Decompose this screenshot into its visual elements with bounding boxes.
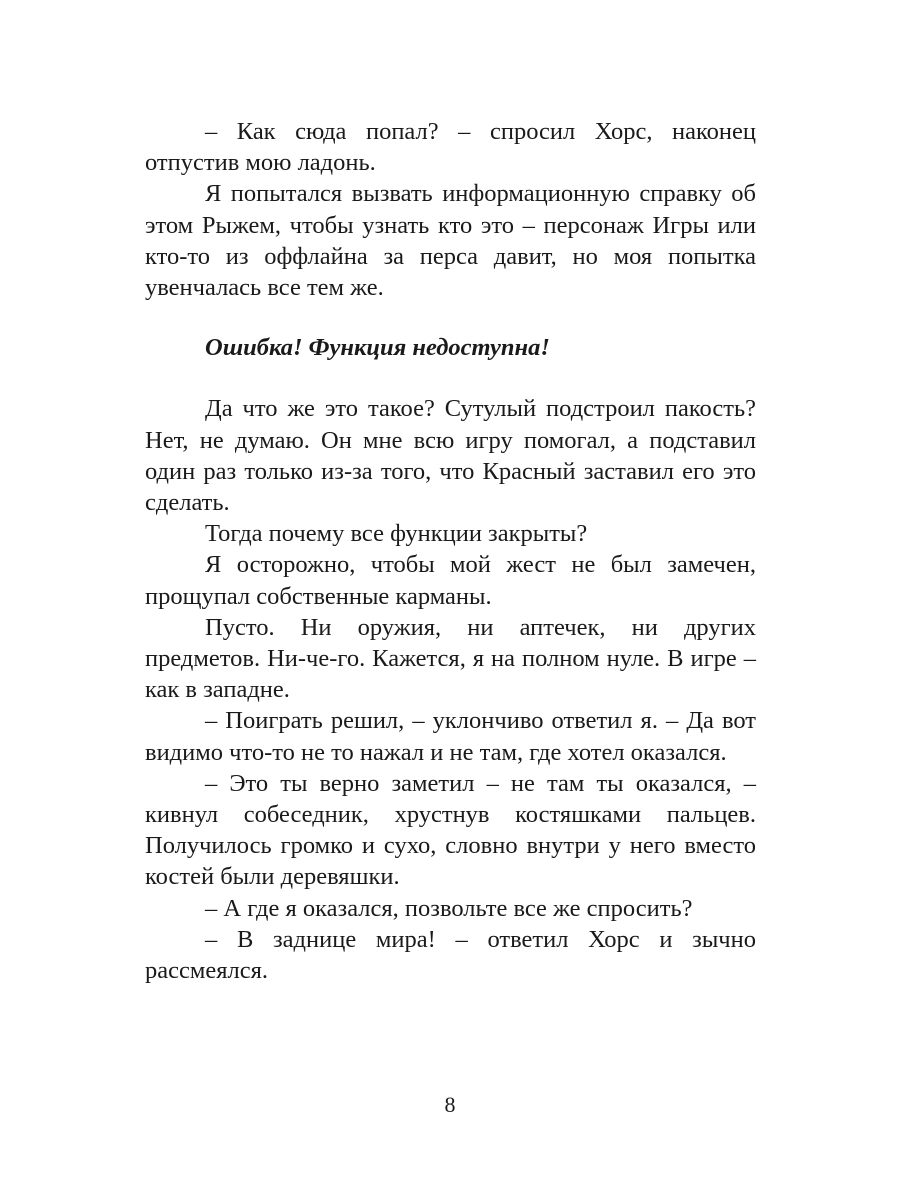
paragraph: Я осторожно, чтобы мой жест не был замечен, прощупал собственные карманы. bbox=[145, 551, 756, 610]
paragraph: – Это ты верно заметил – не там ты оказался, – кивнул собеседник, хрустнув костяшками пальцев. Получилось громко и сухо, словно внутри у него вместо костей были деревяшки. bbox=[145, 769, 756, 891]
paragraph: Да что же это такое? Сутулый подстроил пакость? Нет, не думаю. Он мне всю игру помогал, а подставил один раз только из-за того, что Красный заставил его это сделать. bbox=[145, 395, 756, 517]
paragraph: Пусто. Ни оружия, ни аптечек, ни других предметов. Ни-че-го. Кажется, я на полном нуле. В игре – как в западне. bbox=[145, 613, 756, 704]
paragraph: – В заднице мира! – ответил Хорс и зычно рассмеялся. bbox=[145, 925, 756, 985]
system-message: Ошибка! Функция недоступна! bbox=[205, 334, 550, 362]
page-body bbox=[145, 116, 756, 986]
paragraph: Тогда почему все функции закрыты? bbox=[205, 520, 588, 548]
paragraph: – Поиграть решил, – уклончиво ответил я. – Да вот видимо что-то не то нажал и не там, где хотел оказался. bbox=[145, 707, 756, 766]
paragraph: Я попытался вызвать информационную справку об этом Рыжем, чтобы узнать кто это – персонаж Игры или кто-то из оффлайна за перса давит, но моя попытка увенчалась все тем же. bbox=[145, 180, 756, 302]
paragraph: – А где я оказался, позвольте все же спросить? bbox=[205, 894, 693, 922]
paragraph: – Как сюда попал? – спросил Хорс, наконец отпустив мою ладонь. bbox=[145, 118, 756, 177]
page-number: 8 bbox=[444, 1092, 456, 1117]
